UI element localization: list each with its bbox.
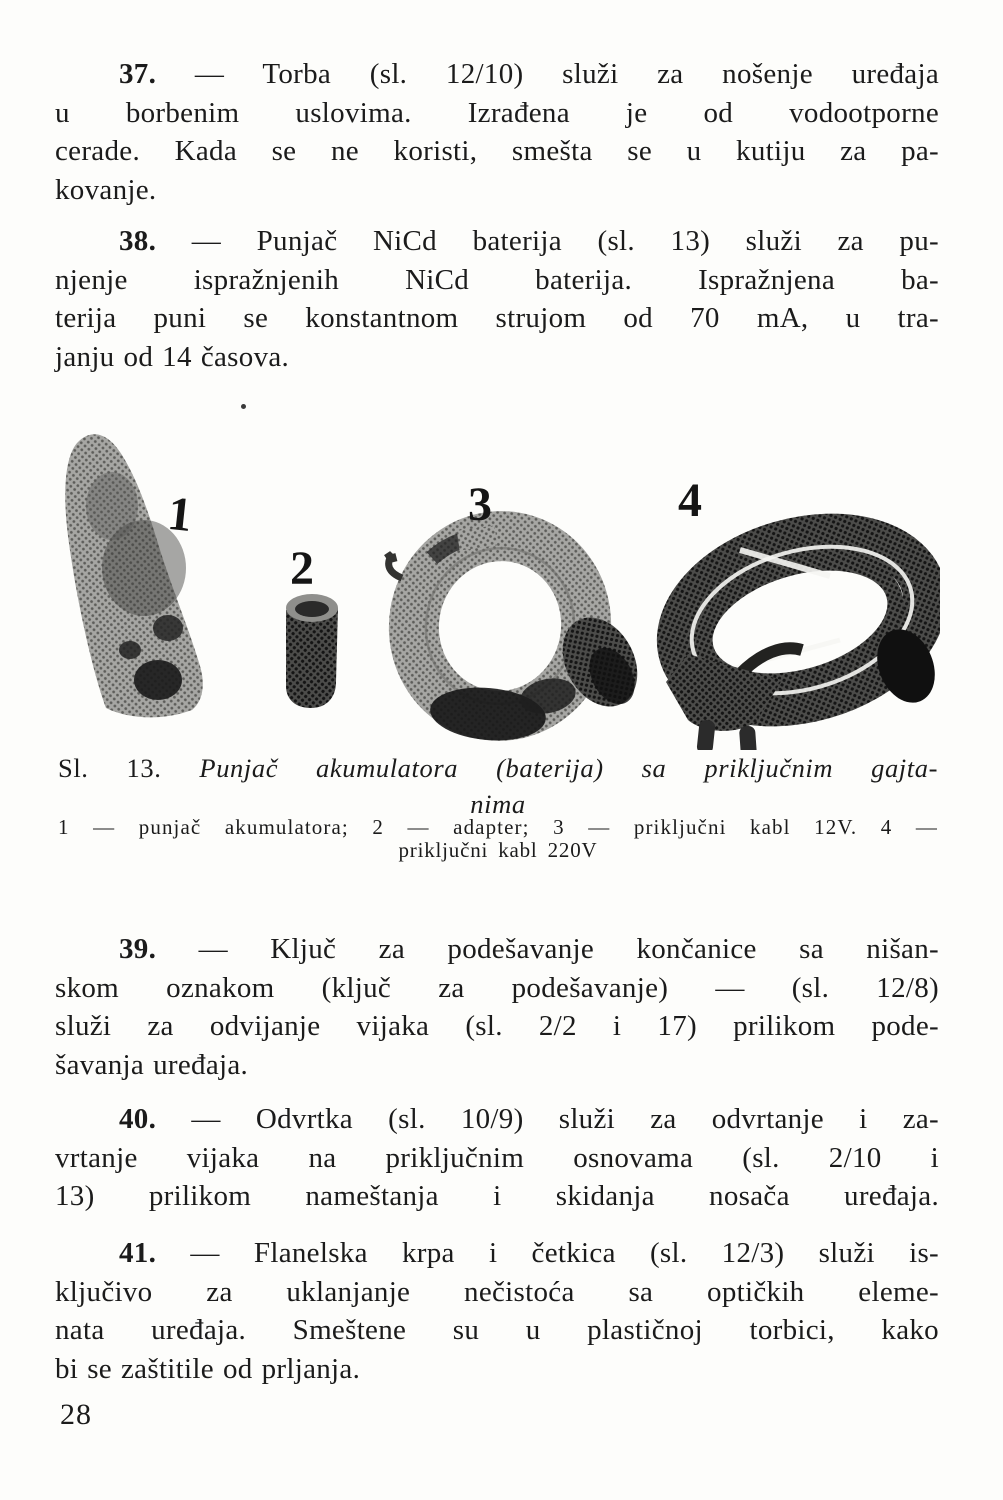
text-line: njenje ispražnjenih NiCd baterija. Ispražnjena ba- bbox=[55, 263, 939, 296]
paragraph-40 bbox=[55, 1100, 939, 1216]
text-line: terija puni se konstantnom strujom od 70 mA, u tra- bbox=[55, 302, 939, 334]
figure-caption-line1 bbox=[58, 750, 938, 786]
figure-photo-charger-set bbox=[40, 418, 940, 750]
figure-caption-line2: nima bbox=[470, 789, 526, 819]
text-line: šavanja uređaja. bbox=[55, 1048, 249, 1081]
text-line: u borbenim uslovima. Izrađena je od vodootporne bbox=[55, 96, 939, 129]
paragraph-number: 41. bbox=[119, 1237, 157, 1269]
figure-caption-title: Punjač akumulatora (baterija) sa priključnim gajta- bbox=[199, 753, 938, 783]
text-line bbox=[55, 55, 939, 94]
paragraph-text: — Odvrtka (sl. 10/9) služi za odvrtanje i za- bbox=[191, 1103, 939, 1135]
text-line bbox=[55, 930, 939, 969]
paragraph-39 bbox=[55, 930, 939, 1084]
text-line: cerade. Kada se ne koristi, smešta se u kutiju za pa- bbox=[55, 135, 939, 167]
figure-caption-label: Sl. 13. bbox=[58, 753, 162, 783]
text-line bbox=[55, 1234, 939, 1273]
text-line: skom oznakom (ključ za podešavanje) — (sl. 12/8) bbox=[55, 971, 939, 1004]
text-line: 13) prilikom nameštanja i skidanja nosača uređaja. bbox=[55, 1180, 939, 1212]
paragraph-37 bbox=[55, 55, 939, 209]
text-line: nata uređaja. Smeštene su u plastičnoj torbici, kako bbox=[55, 1314, 939, 1346]
cable-12v-coil-photo bbox=[386, 478, 652, 745]
paragraph-number: 40. bbox=[119, 1103, 157, 1135]
text-line: vrtanje vijaka na priključnim osnovama (sl. 2/10 i bbox=[55, 1141, 939, 1174]
paragraph-text: — Punjač NiCd baterija (sl. 13) služi za pu- bbox=[191, 225, 939, 257]
charger-unit-photo bbox=[65, 434, 203, 717]
adapter-photo bbox=[286, 542, 338, 708]
figure-item-label-3: 3 bbox=[468, 478, 492, 531]
paragraph-text: — Torba (sl. 12/10) služi za nošenje uređaja bbox=[194, 58, 939, 90]
paragraph-number: 38. bbox=[119, 225, 157, 257]
figure-item-label-1: 1 bbox=[165, 486, 195, 543]
paragraph-number: 39. bbox=[119, 933, 157, 965]
paragraph-38 bbox=[55, 222, 939, 376]
text-line: služi za odvijanje vijaka (sl. 2/2 i 17) prilikom pode- bbox=[55, 1010, 939, 1042]
paragraph-41 bbox=[55, 1234, 939, 1388]
figure-legend bbox=[58, 816, 938, 862]
figure-item-label-4: 4 bbox=[678, 474, 702, 527]
text-line bbox=[55, 1100, 939, 1139]
figure-legend-line1: 1 — punjač akumulatora; 2 — adapter; 3 — priključni kabl 12V. 4 — bbox=[58, 815, 938, 839]
paragraph-text: — Flanelska krpa i četkica (sl. 12/3) služi is- bbox=[190, 1237, 939, 1269]
page-number: 28 bbox=[60, 1398, 92, 1431]
paragraph-text: — Ključ za podešavanje končanice sa nišan- bbox=[198, 933, 939, 965]
figure-item-label-2: 2 bbox=[290, 542, 314, 595]
text-line bbox=[55, 222, 939, 261]
paragraph-number: 37. bbox=[119, 58, 157, 90]
text-line: ključivo za uklanjanje nečistoća sa optičkih eleme- bbox=[55, 1275, 939, 1308]
text-line: kovanje. bbox=[55, 173, 157, 206]
cable-220v-coil-photo bbox=[659, 474, 940, 750]
figure-legend-line2: priključni kabl 220V bbox=[398, 838, 598, 862]
figure-caption bbox=[58, 750, 938, 822]
print-artifact-dot bbox=[241, 404, 246, 409]
text-line: janju od 14 časova. bbox=[55, 340, 290, 373]
text-line: bi se zaštitile od prljanja. bbox=[55, 1352, 361, 1385]
